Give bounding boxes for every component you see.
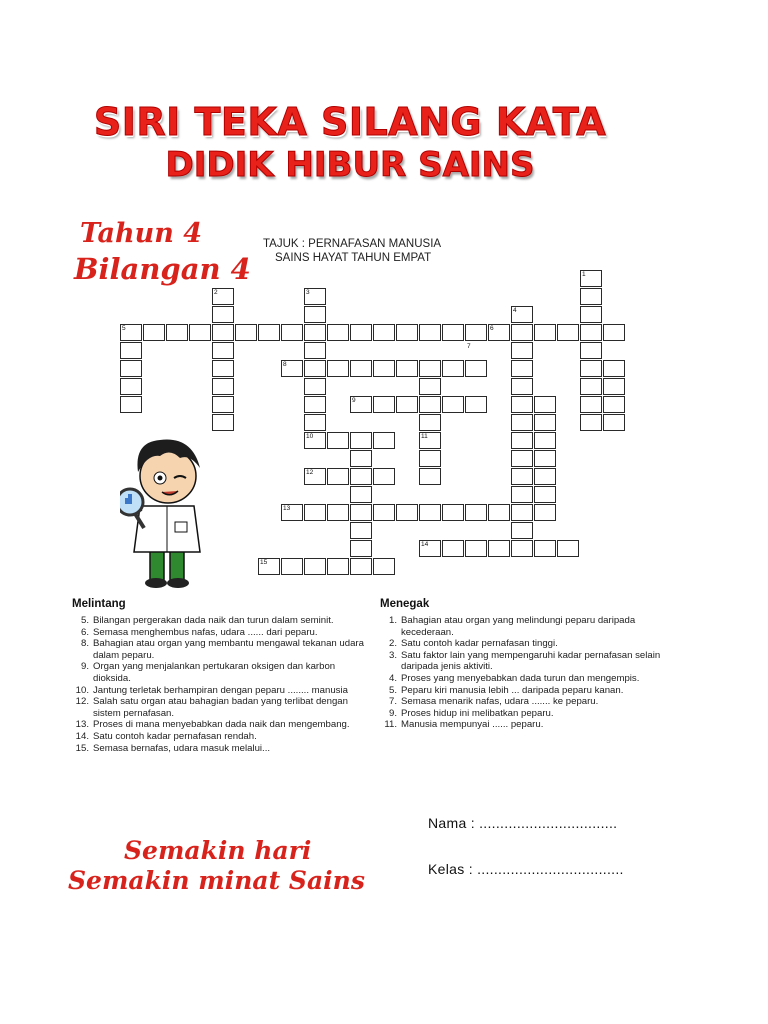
puzzle-topic: TAJUK : PERNAFASAN MANUSIA bbox=[263, 238, 442, 250]
clue-number: 9. bbox=[80, 661, 89, 673]
clue-text: Proses hidup ini melibatkan peparu. bbox=[401, 707, 554, 719]
clue-number: 11. bbox=[384, 719, 397, 731]
crossword-cell[interactable] bbox=[143, 324, 165, 341]
down-clue bbox=[380, 650, 680, 673]
clue-text: Bahagian atau organ yang membantu mengawal tekanan udara dalam peparu. bbox=[93, 638, 364, 661]
crossword-cell[interactable] bbox=[511, 486, 533, 503]
clue-number: 7. bbox=[388, 696, 397, 708]
crossword-cell[interactable] bbox=[511, 360, 533, 377]
crossword-cell[interactable] bbox=[419, 360, 441, 377]
clue-number: 4. bbox=[388, 672, 397, 684]
crossword-cell[interactable] bbox=[350, 324, 372, 341]
crossword-cell[interactable] bbox=[373, 324, 395, 341]
crossword-cell[interactable] bbox=[327, 432, 349, 449]
crossword-cell[interactable] bbox=[212, 360, 234, 377]
crossword-clue-number: 9 bbox=[352, 397, 356, 404]
crossword-cell[interactable] bbox=[350, 450, 372, 467]
crossword-cell[interactable] bbox=[304, 342, 326, 359]
crossword-cell[interactable] bbox=[511, 468, 533, 485]
crossword-cell[interactable] bbox=[534, 324, 556, 341]
crossword-clue-number: 14 bbox=[421, 541, 429, 548]
crossword-cell[interactable] bbox=[419, 396, 441, 413]
crossword-cell[interactable] bbox=[373, 558, 395, 575]
across-section bbox=[72, 598, 372, 754]
crossword-cell[interactable] bbox=[120, 396, 142, 413]
crossword-cell[interactable] bbox=[304, 504, 326, 521]
clue-text: Proses yang menyebabkan dada turun dan mengempis. bbox=[401, 672, 640, 684]
crossword-clue-number: 5 bbox=[122, 325, 126, 332]
crossword-cell[interactable] bbox=[511, 450, 533, 467]
crossword-cell[interactable] bbox=[304, 378, 326, 395]
crossword-cell[interactable] bbox=[120, 360, 142, 377]
crossword-clue-number: 1 bbox=[582, 271, 586, 278]
clue-number: 5. bbox=[80, 615, 89, 626]
crossword-cell[interactable] bbox=[235, 324, 257, 341]
clue-text: Peparu kiri manusia lebih ... daripada peparu kanan. bbox=[401, 684, 624, 696]
crossword-cell[interactable] bbox=[419, 378, 441, 395]
crossword-cell[interactable] bbox=[465, 540, 487, 557]
down-clue bbox=[380, 719, 680, 731]
crossword-cell[interactable] bbox=[327, 558, 349, 575]
crossword-cell[interactable] bbox=[350, 360, 372, 377]
crossword-cell[interactable] bbox=[534, 540, 556, 557]
crossword-clue-number: 2 bbox=[214, 289, 218, 296]
crossword-cell[interactable] bbox=[166, 324, 188, 341]
crossword-cell[interactable] bbox=[488, 504, 510, 521]
crossword-cell[interactable] bbox=[465, 324, 487, 341]
crossword-cell[interactable] bbox=[212, 324, 234, 341]
crossword-cell[interactable] bbox=[281, 558, 303, 575]
puzzle-heading bbox=[263, 237, 441, 265]
crossword-cell[interactable] bbox=[327, 468, 349, 485]
crossword-cell[interactable] bbox=[350, 486, 372, 503]
crossword-cell[interactable] bbox=[350, 522, 372, 539]
crossword-clue-number: 13 bbox=[283, 505, 291, 512]
crossword-cell[interactable] bbox=[603, 378, 625, 395]
crossword-cell[interactable] bbox=[511, 396, 533, 413]
crossword-cell[interactable] bbox=[373, 504, 395, 521]
crossword-cell[interactable] bbox=[534, 504, 556, 521]
crossword-cell[interactable] bbox=[327, 324, 349, 341]
clue-number: 3. bbox=[388, 649, 397, 661]
year-label: Tahun 4 bbox=[80, 218, 203, 249]
crossword-clue-number: 3 bbox=[306, 289, 310, 296]
across-clue-list bbox=[72, 615, 372, 754]
crossword-cell[interactable] bbox=[580, 396, 602, 413]
clue-number: 9. bbox=[388, 707, 397, 719]
crossword-cell[interactable] bbox=[580, 414, 602, 431]
clue-number: 5. bbox=[388, 684, 397, 696]
crossword-cell[interactable] bbox=[603, 360, 625, 377]
crossword-cell[interactable] bbox=[419, 468, 441, 485]
crossword-cell[interactable] bbox=[534, 450, 556, 467]
down-clue bbox=[380, 673, 680, 685]
down-clue-list bbox=[380, 615, 680, 731]
crossword-cell[interactable] bbox=[511, 324, 533, 341]
crossword-cell[interactable] bbox=[534, 486, 556, 503]
down-heading: Menegak bbox=[380, 598, 430, 610]
crossword-cell[interactable] bbox=[396, 396, 418, 413]
crossword-cell[interactable] bbox=[580, 360, 602, 377]
crossword-cell[interactable] bbox=[373, 468, 395, 485]
title-line1: SIRI TEKA SILANG KATA bbox=[93, 100, 607, 144]
clue-text: Semasa menarik nafas, udara ....... ke peparu. bbox=[401, 696, 599, 708]
crossword-cell[interactable] bbox=[258, 324, 280, 341]
crossword-cell[interactable] bbox=[442, 396, 464, 413]
crossword-clue-number: 11 bbox=[421, 433, 428, 440]
down-clue bbox=[380, 708, 680, 720]
clue-text: Salah satu organ atau bahagian badan yang terlibat dengan sistem pernafasan. bbox=[93, 696, 348, 719]
crossword-cell[interactable] bbox=[511, 432, 533, 449]
down-clue bbox=[380, 615, 680, 638]
clue-number: 1. bbox=[388, 615, 397, 626]
clue-text: Manusia mempunyai ...... peparu. bbox=[401, 719, 544, 731]
clue-text: Satu contoh kadar pernafasan rendah. bbox=[93, 730, 257, 742]
crossword-cell[interactable] bbox=[580, 378, 602, 395]
crossword-cell[interactable] bbox=[212, 396, 234, 413]
crossword-cell[interactable] bbox=[373, 396, 395, 413]
crossword-cell[interactable] bbox=[212, 306, 234, 323]
across-clue bbox=[72, 638, 372, 661]
crossword-clue-number: 4 bbox=[513, 307, 517, 314]
crossword-cell[interactable] bbox=[350, 432, 372, 449]
crossword-cell[interactable] bbox=[603, 324, 625, 341]
crossword-cell[interactable] bbox=[511, 540, 533, 557]
clue-text: Organ yang menjalankan pertukaran oksigen dan karbon dioksida. bbox=[93, 661, 336, 684]
crossword-clue-number: 8 bbox=[283, 361, 287, 368]
across-clue bbox=[72, 719, 372, 731]
crossword-cell[interactable] bbox=[350, 558, 372, 575]
puzzle-subtitle: SAINS HAYAT TAHUN EMPAT bbox=[275, 252, 432, 264]
crossword-cell[interactable] bbox=[396, 504, 418, 521]
crossword-cell[interactable] bbox=[442, 540, 464, 557]
crossword-cell[interactable] bbox=[304, 306, 326, 323]
clue-number: 15. bbox=[75, 742, 89, 754]
crossword-cell[interactable] bbox=[419, 450, 441, 467]
crossword-cell[interactable] bbox=[396, 360, 418, 377]
down-clue bbox=[380, 685, 680, 697]
crossword-cell[interactable] bbox=[304, 324, 326, 341]
clue-text: Semasa menghembus nafas, udara ...... dari peparu. bbox=[93, 626, 318, 638]
clue-text: Jantung terletak berhampiran dengan peparu ........ manusia bbox=[93, 684, 348, 696]
crossword-cell[interactable] bbox=[212, 342, 234, 359]
crossword-cell[interactable] bbox=[534, 432, 556, 449]
crossword-cell[interactable] bbox=[304, 396, 326, 413]
clue-text: Bahagian atau organ yang melindungi peparu daripada kecederaan. bbox=[401, 615, 636, 638]
clue-text: Satu faktor lain yang mempengaruhi kadar pernafasan selain daripada jenis aktiviti. bbox=[401, 649, 661, 673]
crossword-cell[interactable] bbox=[327, 360, 349, 377]
crossword-clue-number: 10 bbox=[306, 433, 314, 440]
clue-number: 8. bbox=[80, 638, 89, 650]
crossword-cell[interactable] bbox=[189, 324, 211, 341]
crossword-cell[interactable] bbox=[580, 306, 602, 323]
scientist-boy-illustration bbox=[120, 428, 220, 590]
crossword-cell[interactable] bbox=[603, 396, 625, 413]
crossword-clue-number: 12 bbox=[306, 469, 314, 476]
crossword-cell[interactable] bbox=[373, 432, 395, 449]
crossword-cell[interactable] bbox=[304, 558, 326, 575]
clue-text: Semasa bernafas, udara masuk melalui... bbox=[93, 742, 271, 754]
crossword-cell[interactable] bbox=[580, 342, 602, 359]
crossword-cell[interactable] bbox=[465, 360, 487, 377]
class-field[interactable]: Kelas : ................................... bbox=[428, 861, 624, 877]
crossword-cell[interactable] bbox=[465, 396, 487, 413]
number-label: Bilangan 4 bbox=[74, 252, 251, 286]
crossword-cell[interactable] bbox=[511, 504, 533, 521]
crossword-cell[interactable] bbox=[442, 360, 464, 377]
crossword-cell[interactable] bbox=[580, 288, 602, 305]
crossword-cell[interactable] bbox=[304, 360, 326, 377]
across-clue bbox=[72, 661, 372, 684]
across-clue bbox=[72, 627, 372, 639]
motto-line1: Semakin hari bbox=[124, 836, 312, 865]
crossword-clue-number: 7 bbox=[467, 343, 471, 350]
crossword-cell[interactable] bbox=[350, 540, 372, 557]
clue-number: 10. bbox=[75, 684, 89, 696]
crossword-cell[interactable] bbox=[511, 414, 533, 431]
crossword-cell[interactable] bbox=[327, 504, 349, 521]
across-clue bbox=[72, 731, 372, 743]
crossword-cell[interactable] bbox=[350, 468, 372, 485]
crossword-cell[interactable] bbox=[580, 324, 602, 341]
clue-text: Proses di mana menyebabkan dada naik dan mengembang. bbox=[93, 719, 350, 731]
crossword-cell[interactable] bbox=[442, 504, 464, 521]
down-clue bbox=[380, 638, 680, 650]
crossword-cell[interactable] bbox=[465, 504, 487, 521]
crossword-cell[interactable] bbox=[557, 540, 579, 557]
crossword-cell[interactable] bbox=[281, 324, 303, 341]
title-line2: DIDIK HIBUR SAINS bbox=[165, 145, 535, 185]
crossword-cell[interactable] bbox=[442, 324, 464, 341]
crossword-cell[interactable] bbox=[419, 414, 441, 431]
crossword-cell[interactable] bbox=[419, 504, 441, 521]
down-clue bbox=[380, 696, 680, 708]
down-section bbox=[380, 598, 680, 731]
clue-text: Satu contoh kadar pernafasan tinggi. bbox=[401, 638, 558, 650]
clue-number: 6. bbox=[80, 626, 89, 638]
crossword-cell[interactable] bbox=[557, 324, 579, 341]
crossword-cell[interactable] bbox=[534, 468, 556, 485]
crossword-cell[interactable] bbox=[603, 414, 625, 431]
crossword-cell[interactable] bbox=[511, 522, 533, 539]
across-clue bbox=[72, 615, 372, 627]
crossword-cell[interactable] bbox=[350, 504, 372, 521]
name-field[interactable]: Nama : ................................. bbox=[428, 815, 618, 831]
crossword-cell[interactable] bbox=[120, 342, 142, 359]
clue-number: 13. bbox=[75, 719, 89, 731]
crossword-cell[interactable] bbox=[511, 378, 533, 395]
crossword-cell[interactable] bbox=[396, 324, 418, 341]
clue-number: 12. bbox=[75, 696, 89, 708]
crossword-cell[interactable] bbox=[511, 342, 533, 359]
crossword-clue-number: 15 bbox=[260, 559, 268, 566]
crossword-cell[interactable] bbox=[419, 324, 441, 341]
crossword-clue-number: 6 bbox=[490, 325, 494, 332]
clue-number: 2. bbox=[388, 638, 397, 650]
across-clue bbox=[72, 685, 372, 697]
crossword-cell[interactable] bbox=[534, 396, 556, 413]
crossword-cell[interactable] bbox=[488, 540, 510, 557]
crossword-cell[interactable] bbox=[304, 414, 326, 431]
crossword-cell[interactable] bbox=[534, 414, 556, 431]
clue-number: 14. bbox=[75, 730, 89, 742]
crossword-cell[interactable] bbox=[373, 360, 395, 377]
across-heading: Melintang bbox=[72, 598, 126, 610]
crossword-cell[interactable] bbox=[212, 378, 234, 395]
motto-line2: Semakin minat Sains bbox=[68, 866, 365, 895]
across-clue bbox=[72, 743, 372, 755]
across-clue bbox=[72, 696, 372, 719]
crossword-cell[interactable] bbox=[120, 378, 142, 395]
clue-text: Bilangan pergerakan dada naik dan turun dalam seminit. bbox=[93, 615, 334, 626]
